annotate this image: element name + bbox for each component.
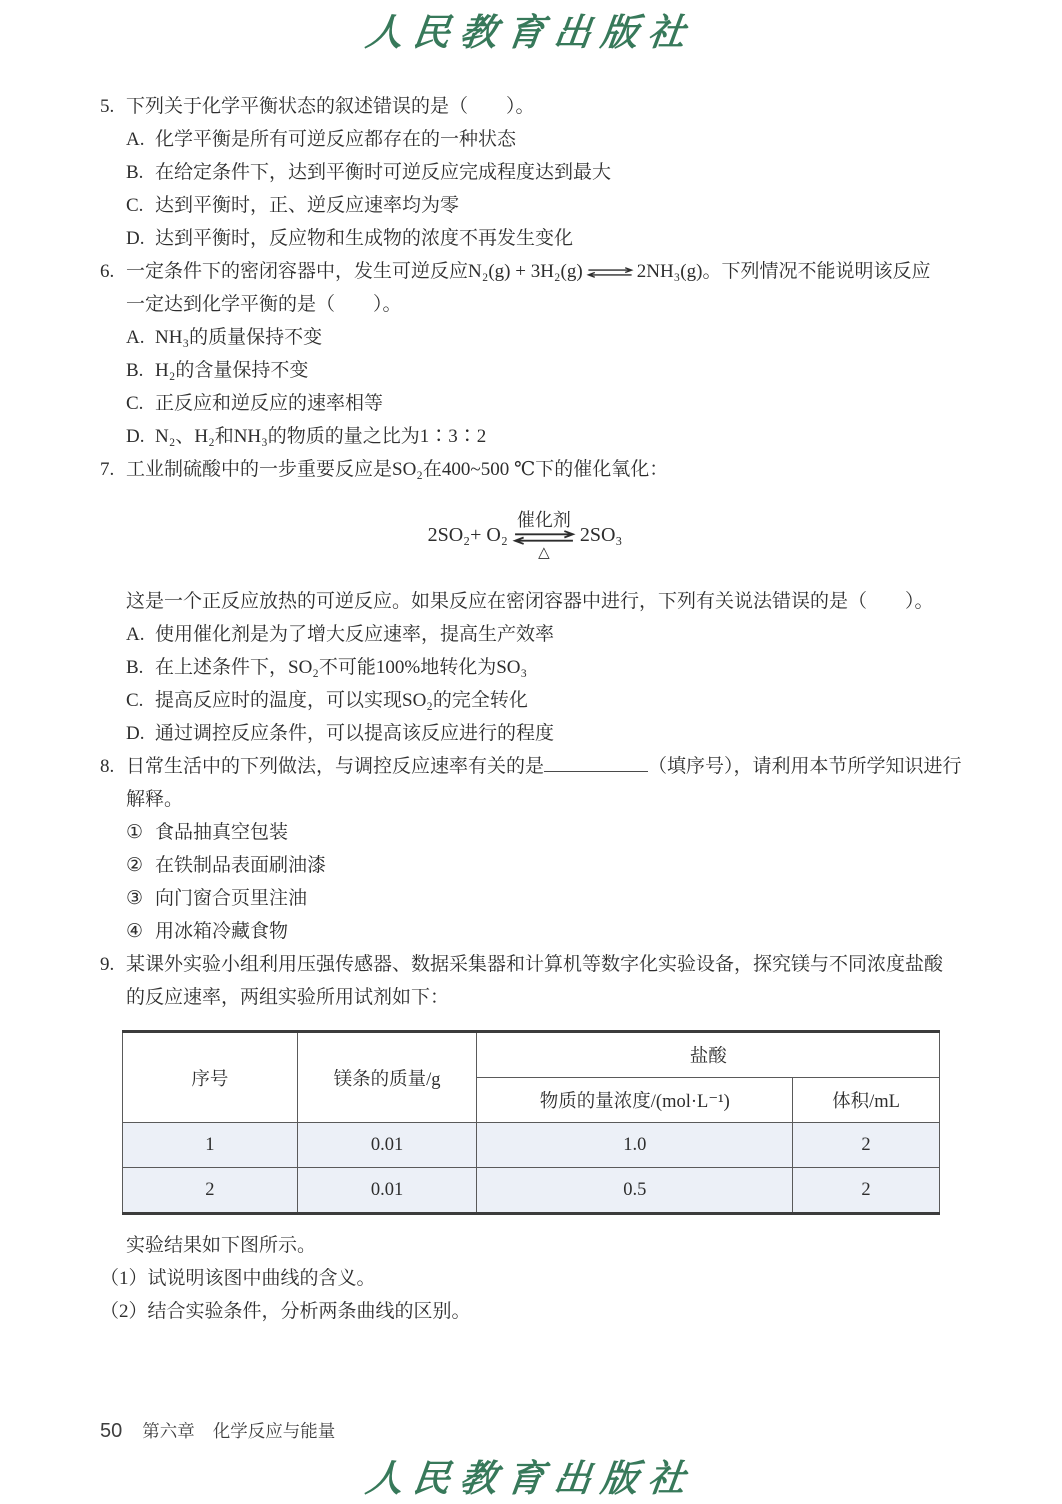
question-8-item-4	[100, 915, 950, 948]
page-content	[100, 90, 962, 1328]
question-5-option-c	[100, 189, 950, 222]
question-7-number: 7.	[100, 459, 115, 480]
question-5-stem	[100, 90, 950, 123]
reaction-text-before: 一定条件下的密闭容器中，发生可逆反应N₂(g) + 3H₂(g)	[126, 261, 583, 282]
option-label: A.	[126, 327, 145, 348]
cell-serial: 2	[123, 1168, 298, 1214]
option-label: C.	[126, 393, 144, 414]
question-9-text-line1: 某课外实验小组利用压强传感器、数据采集器和计算机等数字化实验设备，探究镁与不同浓度盐酸	[126, 954, 944, 975]
option-label: B.	[126, 657, 144, 678]
question-9-after-table: 实验结果如下图所示。	[126, 1235, 317, 1256]
option-text: NH₃的质量保持不变	[155, 327, 323, 348]
question-8-text	[126, 750, 962, 783]
question-9-sub-1	[100, 1262, 950, 1295]
chapter-title: 化学反应与能量	[212, 1421, 336, 1441]
table-header-row-1	[123, 1032, 940, 1078]
question-9-stem	[100, 948, 950, 981]
equilibrium-arrow-icon	[511, 530, 577, 545]
option-text: N₂、H₂和NH₃的物质的量之比为1∶3∶2	[155, 426, 487, 447]
question-8-stem	[100, 750, 962, 783]
question-6-option-c	[100, 387, 950, 420]
question-6-option-a	[100, 321, 950, 354]
question-5-text: 下列关于化学平衡状态的叙述错误的是（ ）。	[126, 96, 535, 117]
item-text: 食品抽真空包装	[155, 822, 289, 843]
question-7-stem	[100, 453, 950, 486]
option-text: 在上述条件下，SO₂不可能100%地转化为SO₃	[155, 657, 528, 678]
option-text: 正反应和逆反应的速率相等	[155, 393, 384, 414]
item-marker: ③	[126, 888, 144, 909]
question-6-number: 6.	[100, 261, 115, 282]
question-6-text	[126, 255, 930, 288]
equation-reactants: 2SO₂+ O₂	[427, 524, 508, 546]
question-8-item-3	[100, 882, 950, 915]
option-label: D.	[126, 723, 145, 744]
publisher-logo-bottom: 人民教育出版社	[363, 1456, 698, 1500]
experiment-reagents-table	[122, 1030, 940, 1215]
option-label: C.	[126, 195, 144, 216]
option-text: 达到平衡时，反应物和生成物的浓度不再发生变化	[155, 228, 574, 249]
cell-mass: 0.01	[297, 1123, 477, 1168]
option-text: 化学平衡是所有可逆反应都存在的一种状态	[155, 129, 517, 150]
cell-volume: 2	[793, 1168, 940, 1214]
item-text: 在铁制品表面刷油漆	[155, 855, 327, 876]
header-concentration: 物质的量浓度/(mol·L⁻¹)	[477, 1078, 793, 1123]
header-serial-number: 序号	[123, 1032, 298, 1123]
question-5-option-b	[100, 156, 950, 189]
option-label: D.	[126, 228, 145, 249]
question-8-item-1	[100, 816, 950, 849]
option-label: B.	[126, 360, 144, 381]
question-7-option-d	[100, 717, 950, 750]
sub-question-label: （2）	[100, 1301, 148, 1322]
option-label: C.	[126, 690, 144, 711]
page-number: 50	[100, 1420, 123, 1442]
catalyst-label: 催化剂	[516, 509, 571, 530]
fill-in-blank	[544, 751, 648, 772]
option-text: 通过调控反应条件，可以提高该反应进行的程度	[155, 723, 555, 744]
question-6-option-d	[100, 420, 950, 453]
question-7-stem-line2: 这是一个正反应放热的可逆反应。如果反应在密闭容器中进行，下列有关说法错误的是（ ）。	[126, 591, 934, 612]
item-text: 向门窗合页里注油	[155, 888, 308, 909]
option-text: 提高反应时的温度，可以实现SO₂的完全转化	[155, 690, 528, 711]
header-mg-mass: 镁条的质量/g	[297, 1032, 477, 1123]
header-hcl-group: 盐酸	[477, 1032, 940, 1078]
item-text: 用冰箱冷藏食物	[155, 921, 289, 942]
sub-question-text: 试说明该图中曲线的含义。	[147, 1268, 376, 1289]
equilibrium-conditions	[511, 510, 577, 562]
question-7-text: 工业制硫酸中的一步重要反应是SO₂在400~500 ℃下的催化氧化：	[126, 459, 669, 480]
cell-serial: 1	[123, 1123, 298, 1168]
cell-concentration: 0.5	[477, 1168, 793, 1214]
item-marker: ④	[126, 921, 144, 942]
question-9-number: 9.	[100, 954, 115, 975]
question-7-option-a	[100, 618, 950, 651]
question-9-text-line2: 的反应速率，两组实验所用试剂如下：	[126, 987, 450, 1008]
sub-question-text: 结合实验条件，分析两条曲线的区别。	[147, 1301, 471, 1322]
chemical-equation	[428, 510, 623, 562]
equation-products: 2SO₃	[579, 524, 623, 546]
option-text: 在给定条件下，达到平衡时可逆反应完成程度达到最大	[155, 162, 612, 183]
question-6-stem-line2: 一定达到化学平衡的是（ ）。	[126, 294, 402, 315]
option-text: 使用催化剂是为了增大反应速率，提高生产效率	[155, 624, 555, 645]
reaction-text-after: 2NH₃(g)。下列情况不能说明该反应	[636, 261, 931, 282]
page-footer	[100, 1418, 335, 1443]
chapter-label: 第六章	[142, 1421, 195, 1441]
question-7-option-c	[100, 684, 950, 717]
question-8-number: 8.	[100, 756, 115, 777]
table-row	[123, 1123, 940, 1168]
question-5-option-d	[100, 222, 950, 255]
question-9-sub-2	[100, 1295, 950, 1328]
heat-symbol: △	[538, 544, 550, 561]
option-label: D.	[126, 426, 145, 447]
question-7-option-b	[100, 651, 950, 684]
question-6-stem	[100, 255, 950, 288]
option-text: H₂的含量保持不变	[155, 360, 309, 381]
equilibrium-arrow-icon	[586, 265, 634, 280]
item-marker: ②	[126, 855, 144, 876]
cell-concentration: 1.0	[477, 1123, 793, 1168]
question-8-item-2	[100, 849, 950, 882]
question-5-option-a	[100, 123, 950, 156]
fill-blank-text-before: 日常生活中的下列做法，与调控反应速率有关的是	[126, 756, 545, 777]
table-row	[123, 1168, 940, 1214]
cell-mass: 0.01	[297, 1168, 477, 1214]
header-volume: 体积/mL	[793, 1078, 940, 1123]
option-label: A.	[126, 129, 145, 150]
option-label: A.	[126, 624, 145, 645]
question-6-option-b	[100, 354, 950, 387]
option-label: B.	[126, 162, 144, 183]
question-5-number: 5.	[100, 96, 115, 117]
chemical-equation-block	[100, 486, 950, 585]
publisher-logo-top: 人民教育出版社	[363, 10, 698, 54]
question-8-stem-line2: 解释。	[126, 789, 184, 810]
fill-blank-text-after: （填序号），请利用本节所学知识进行	[648, 756, 962, 777]
sub-question-label: （1）	[100, 1268, 148, 1289]
option-text: 达到平衡时，正、逆反应速率均为零	[155, 195, 460, 216]
item-marker: ①	[126, 822, 144, 843]
cell-volume: 2	[793, 1123, 940, 1168]
